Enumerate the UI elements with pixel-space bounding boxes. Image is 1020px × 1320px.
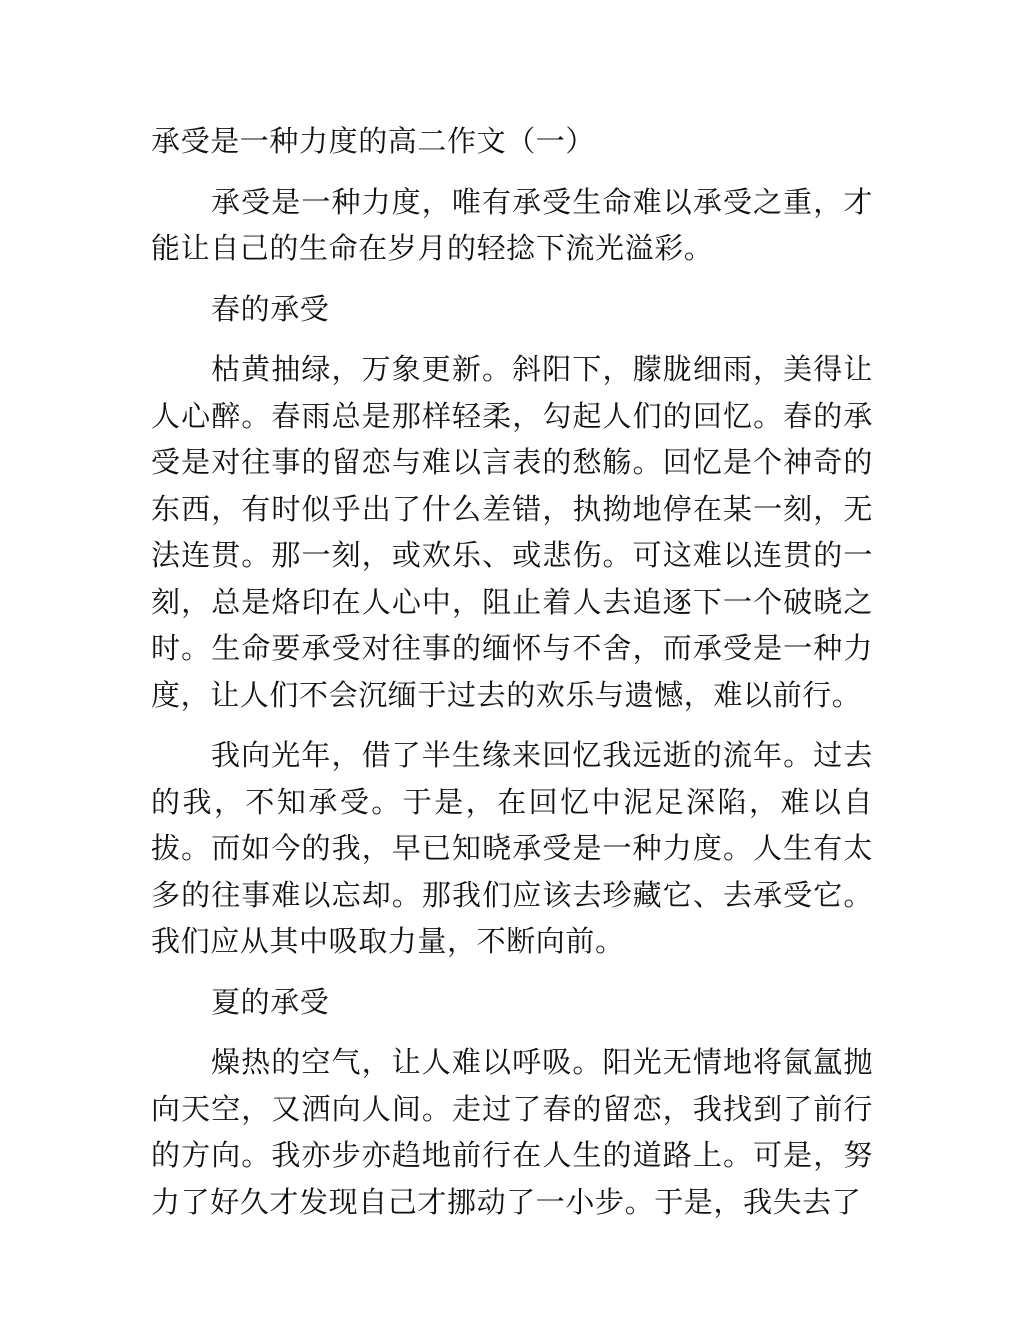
section-heading-summer: 夏的承受 xyxy=(211,984,330,1019)
paragraph-intro: 承受是一种力度，唯有承受生命难以承受之重，才能让自己的生命在岁月的轻捻下流光溢彩。 xyxy=(151,184,873,265)
document-body xyxy=(151,118,873,1239)
section-heading-spring: 春的承受 xyxy=(211,291,330,326)
essay-title: 承受是一种力度的高二作文（一） xyxy=(151,124,596,158)
paragraph-spring-2: 我向光年，借了半生缘来回忆我远逝的流年。过去的我，不知承受。于是，在回忆中泥足深陷，难以自拔。而如今的我，早已知晓承受是一种力度。人生有太多的往事难以忘却。那我们应该去珍藏它、去承受它。我们应从其中吸取力量，不断向前。 xyxy=(151,738,873,958)
paragraph-spring-1: 枯黄抽绿，万象更新。斜阳下，朦胧细雨，美得让人心醉。春雨总是那样轻柔，勾起人们的回忆。春的承受是对往事的留恋与难以言表的愁觞。回忆是个神奇的东西，有时似乎出了什么差错，执拗地停在某一刻，无法连贯。那一刻，或欢乐、或悲伤。可这难以连贯的一刻，总是烙印在人心中，阻止着人去追逐下一个破晓之时。生命要承受对往事的缅怀与不舍，而承受是一种力度，让人们不会沉缅于过去的欢乐与遗憾，难以前行。 xyxy=(151,352,873,712)
paragraph-summer-1: 燥热的空气，让人难以呼吸。阳光无情地将氤氲抛向天空，又洒向人间。走过了春的留恋，我找到了前行的方向。我亦步亦趋地前行在人生的道路上。可是，努力了好久才发现自己才挪动了一小步。于是，我失去了 xyxy=(151,1045,873,1219)
